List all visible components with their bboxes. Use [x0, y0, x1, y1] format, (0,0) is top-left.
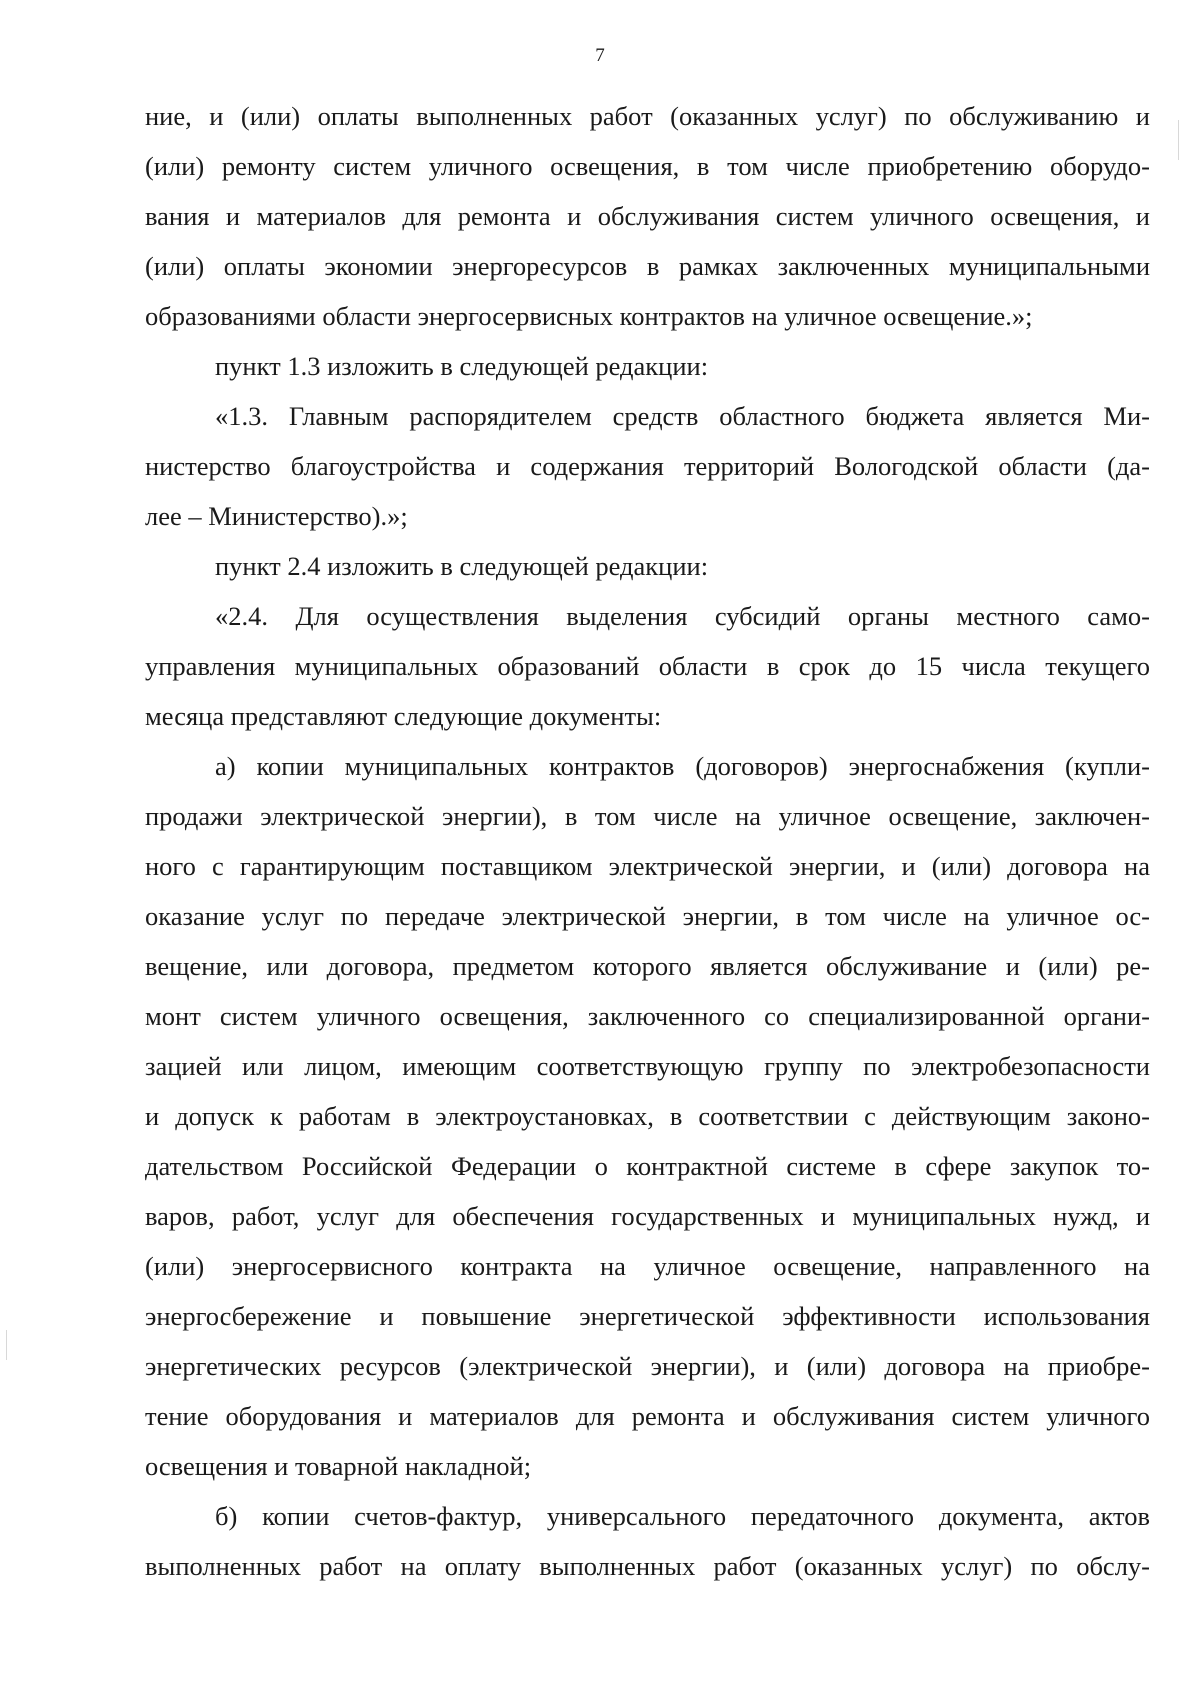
- text-line: (или) ремонту систем уличного освещения, в том числе приобретению оборудо-: [145, 151, 1150, 181]
- scan-artifact-line: [6, 1330, 7, 1360]
- text-line: зацией или лицом, имеющим соответствующую группу по электробезопасности: [145, 1051, 1150, 1081]
- text-line: образованиями области энергосервисных контрактов на уличное освещение.»;: [145, 301, 1033, 331]
- text-line: ние, и (или) оплаты выполненных работ (оказанных услуг) по обслуживанию и: [145, 101, 1150, 131]
- text-line: освещения и товарной накладной;: [145, 1451, 532, 1481]
- text-line: «2.4. Для осуществления выделения субсидий органы местного само-: [215, 601, 1150, 631]
- text-line: вания и материалов для ремонта и обслуживания систем уличного освещения, и: [145, 201, 1150, 231]
- text-line: управления муниципальных образований области в срок до 15 числа текущего: [145, 651, 1150, 681]
- text-line: выполненных работ на оплату выполненных работ (оказанных услуг) по обслу-: [145, 1551, 1150, 1581]
- text-line: лее – Министерство).»;: [145, 501, 408, 531]
- page-number: 7: [595, 45, 605, 66]
- text-line: энергосбережение и повышение энергетической эффективности использования: [145, 1301, 1150, 1331]
- text-line: (или) оплаты экономии энергоресурсов в рамках заключенных муниципальными: [145, 251, 1150, 281]
- text-line: вещение, или договора, предметом которого является обслуживание и (или) ре-: [145, 951, 1150, 981]
- text-line: монт систем уличного освещения, заключенного со специализированной органи-: [145, 1001, 1150, 1031]
- text-line: а) копии муниципальных контрактов (договоров) энергоснабжения (купли-: [215, 751, 1150, 781]
- text-line: пункт 1.3 изложить в следующей редакции:: [215, 351, 709, 381]
- text-line: оказание услуг по передаче электрической энергии, в том числе на уличное ос-: [145, 901, 1150, 931]
- text-line: нистерство благоустройства и содержания территорий Вологодской области (да-: [145, 451, 1150, 481]
- text-line: б) копии счетов-фактур, универсального передаточного документа, актов: [215, 1501, 1150, 1531]
- text-line: «1.3. Главным распорядителем средств областного бюджета является Ми-: [215, 401, 1150, 431]
- text-line: продажи электрической энергии), в том числе на уличное освещение, заключен-: [145, 801, 1150, 831]
- text-line: пункт 2.4 изложить в следующей редакции:: [215, 551, 709, 581]
- text-line: и допуск к работам в электроустановках, в соответствии с действующим законо-: [145, 1101, 1150, 1131]
- text-line: дательством Российской Федерации о контрактной системе в сфере закупок то-: [145, 1151, 1150, 1181]
- text-line: энергетических ресурсов (электрической энергии), и (или) договора на приобре-: [145, 1351, 1150, 1381]
- scan-artifact-line: [1178, 120, 1179, 160]
- text-line: (или) энергосервисного контракта на уличное освещение, направленного на: [145, 1251, 1150, 1281]
- text-line: тение оборудования и материалов для ремонта и обслуживания систем уличного: [145, 1401, 1150, 1431]
- text-line: ного с гарантирующим поставщиком электрической энергии, и (или) договора на: [145, 851, 1150, 881]
- text-line: месяца представляют следующие документы:: [145, 701, 662, 731]
- text-line: варов, работ, услуг для обеспечения государственных и муниципальных нужд, и: [145, 1201, 1150, 1231]
- document-body: [145, 91, 1150, 1591]
